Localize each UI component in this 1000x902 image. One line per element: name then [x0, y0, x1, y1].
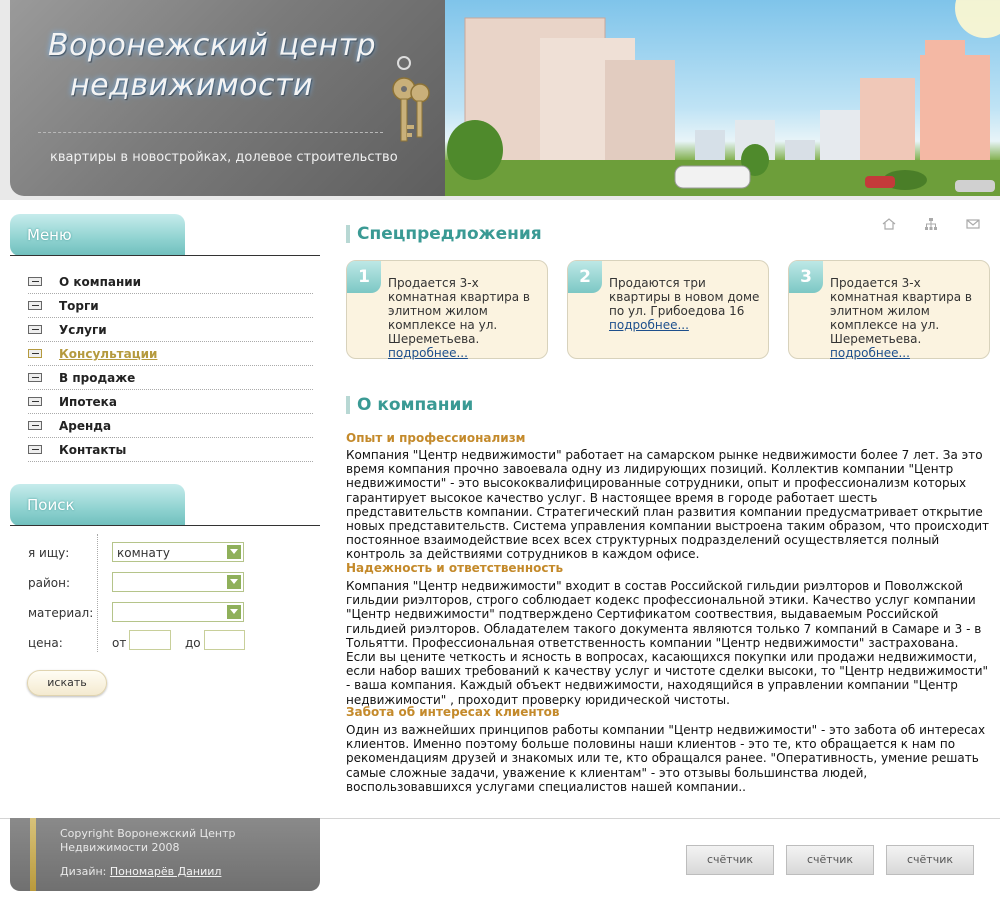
site-logo[interactable] — [48, 26, 388, 106]
hero-illustration — [445, 0, 1000, 196]
search-tab — [10, 484, 185, 526]
seek-value: комнату — [117, 546, 170, 560]
menu-item-label[interactable]: Ипотека — [59, 395, 117, 409]
menu-item-about[interactable] — [28, 270, 313, 294]
counter-badge[interactable]: счётчик — [686, 845, 774, 875]
price-label: цена: — [28, 636, 63, 650]
offer-text-block — [388, 276, 543, 360]
specials-title: Спецпредложения — [346, 225, 542, 243]
menu-item-label[interactable]: Аренда — [59, 419, 112, 433]
offer-more-link[interactable]: подробнее... — [830, 346, 910, 360]
footer-accent-bar — [30, 818, 36, 891]
offer-more-link[interactable]: подробнее... — [609, 318, 689, 332]
menu-item-mortgage[interactable] — [28, 390, 313, 414]
hero-image — [445, 0, 1000, 196]
district-select[interactable] — [112, 572, 244, 592]
offer-number: 1 — [347, 261, 381, 293]
menu-arrow-icon — [28, 325, 42, 334]
counter-badge[interactable]: счётчик — [786, 845, 874, 875]
offer-text: Продаются три квартиры в новом доме по ул. Грибоедова 16 — [609, 276, 760, 318]
home-icon[interactable] — [882, 217, 896, 231]
offer-number: 3 — [789, 261, 823, 293]
site-title-line2: недвижимости — [70, 68, 313, 103]
about-paragraph: Компания "Центр недвижимости" входит в состав Российской гильдии риэлторов и Поволжской гильдии риэлторов, строго соблюдает кодекс профессиональной этики. Качество услуг компании "Центр недвижимости" подтверждено Сертификатом соотвествия, выдаваемым Российской гильдией риэлторов. Обладателем такого документа являются только 7 компаний в Самаре и 3 - в Тольятти. Профессиональная ответственность компании "Центр недвижимости" застрахована. Если вы цените четкость и ясность в вопросах, касающихся покупки или продажи недвижимости, если набор ваших требований к качеству услуг и чистоте сделки высоки, то "Центр недвижимости" - ваша компания. Каждый объект недвижимости, находящийся в управлении компании "Центр недвижимости" , проходит проверку юридической чистоты. — [346, 579, 989, 707]
offer-more-link[interactable]: подробнее... — [388, 346, 468, 360]
search-form — [28, 538, 318, 658]
search-row-price — [28, 628, 318, 658]
design-credit — [60, 865, 221, 878]
menu-title: Меню — [27, 226, 72, 244]
menu-item-label[interactable]: Услуги — [59, 323, 107, 337]
menu-item-consultations[interactable] — [28, 342, 313, 366]
seek-label: я ищу: — [28, 546, 70, 560]
select-arrow-icon[interactable] — [227, 545, 241, 559]
menu-item-label[interactable]: Контакты — [59, 443, 127, 457]
offer-text-block — [830, 276, 985, 360]
about-heading: Опыт и профессионализм — [346, 431, 526, 445]
designer-link[interactable]: Пономарёв Даниил — [109, 865, 222, 878]
seek-select[interactable] — [112, 542, 244, 562]
offer-text: Продается 3-х комнатная квартира в элитном жилом комплексе на ул. Шереметьева. — [830, 276, 973, 346]
mail-icon[interactable] — [966, 217, 980, 231]
material-label: материал: — [28, 606, 94, 620]
about-title: О компании — [346, 396, 473, 414]
menu-item-label[interactable]: Торги — [59, 299, 99, 313]
menu-arrow-icon — [28, 301, 42, 310]
search-title: Поиск — [27, 496, 75, 514]
header — [0, 0, 1000, 200]
site-tagline: квартиры в новостройках, долевое строительство — [50, 150, 398, 165]
menu-item-label[interactable]: В продаже — [59, 371, 136, 385]
price-to-label: до — [185, 636, 201, 650]
menu-item-label[interactable]: Консультации — [59, 347, 158, 361]
offer-number: 2 — [568, 261, 602, 293]
counter-badge[interactable]: счётчик — [886, 845, 974, 875]
menu-arrow-icon — [28, 397, 42, 406]
select-arrow-icon[interactable] — [227, 605, 241, 619]
brand-block — [10, 0, 445, 196]
copyright: Copyright Воронежский Центр Недвижимости 2008 — [60, 827, 236, 854]
about-paragraph: Компания "Центр недвижимости" работает на самарском рынке недвижимости более 7 лет. За это время компания прочно завоевала одну из лидирующих позиций. Коллектив компании "Центр недвижимости" - это высококвалифицированные сотрудники, опыт и профессионализм которых гарантирует высокое качество услуг. В настоящее время в городе работает шесть представительств компании. Стратегический план развития компании предусматривает открытие новых представительств. Система управления компании выстроена таким образом, что происходит постоянное взаимодействие всех всех структурных подразделений осуществляется полный контроль за действиями сотрудников в каждом офисе. — [346, 448, 990, 562]
about-heading: Забота об интересах клиентов — [346, 705, 560, 719]
district-label: район: — [28, 576, 70, 590]
menu-item-for-sale[interactable] — [28, 366, 313, 390]
menu-item-contacts[interactable] — [28, 438, 313, 462]
sitemap-icon[interactable] — [924, 217, 938, 231]
search-divider — [10, 525, 320, 526]
search-row-seek — [28, 538, 318, 568]
design-label: Дизайн: — [60, 865, 107, 878]
menu-tab — [10, 214, 185, 256]
about-heading: Надежность и ответственность — [346, 561, 564, 575]
menu-item-services[interactable] — [28, 318, 313, 342]
offer-text-block — [609, 276, 764, 332]
header-divider — [38, 132, 383, 133]
main-menu — [28, 270, 313, 462]
menu-divider — [10, 255, 320, 256]
offer-text: Продается 3-х комнатная квартира в элитном жилом комплексе на ул. Шереметьева. — [388, 276, 531, 346]
menu-arrow-icon — [28, 445, 42, 454]
material-select[interactable] — [112, 602, 244, 622]
menu-item-auctions[interactable] — [28, 294, 313, 318]
price-from-label: от — [112, 636, 127, 650]
menu-arrow-icon — [28, 349, 42, 358]
about-paragraph: Один из важнейших принципов работы компании "Центр недвижимости" - это забота об интересах клиентов. Именно поэтому больше половины наши клиентов - это те, кто обращается к нам по рекомендациям друзей и знакомых или те, кто обращался ранее. "Оперативность, умение решать самые сложные задачи, уважение к клиентам" - это отзывы большинства людей, воспользовавшихся услугами специалистов нашей компании.. — [346, 723, 986, 794]
offer-card[interactable] — [567, 260, 769, 359]
menu-arrow-icon — [28, 373, 42, 382]
keys-icon — [382, 55, 432, 150]
menu-item-label[interactable]: О компании — [59, 275, 142, 289]
site-title-line1: Воронежский центр — [48, 28, 377, 63]
select-arrow-icon[interactable] — [227, 575, 241, 589]
menu-item-rent[interactable] — [28, 414, 313, 438]
offer-card[interactable] — [346, 260, 548, 359]
offer-card[interactable] — [788, 260, 990, 359]
price-from-input[interactable] — [129, 630, 171, 650]
search-button[interactable]: искать — [27, 670, 107, 696]
menu-arrow-icon — [28, 277, 42, 286]
search-row-material — [28, 598, 318, 628]
price-to-input[interactable] — [204, 630, 245, 650]
menu-arrow-icon — [28, 421, 42, 430]
search-row-district — [28, 568, 318, 598]
